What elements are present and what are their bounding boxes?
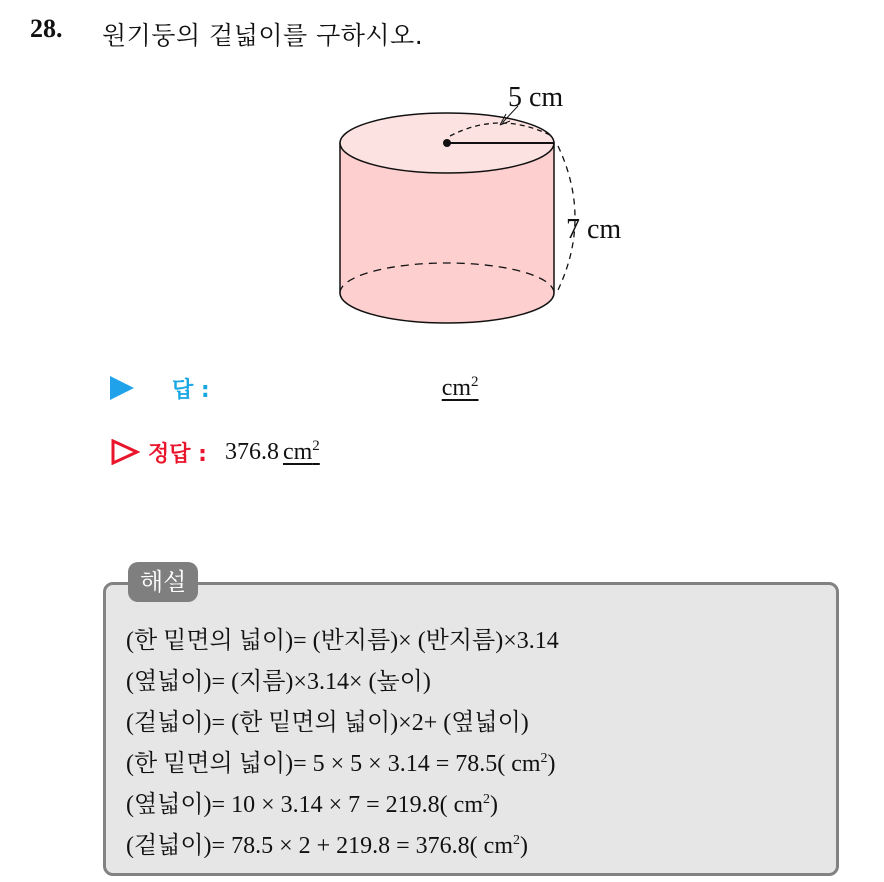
answer-label: 답 : bbox=[172, 377, 210, 403]
correct-answer-row bbox=[110, 432, 320, 472]
height-label: 7 cm bbox=[566, 214, 622, 245]
explanation-line: (겉넓이)= 78.5 × 2 + 219.8 = 376.8( $cm^2$) bbox=[126, 833, 528, 859]
play-triangle-icon bbox=[110, 376, 134, 400]
radius-label: 5 cm bbox=[508, 82, 564, 113]
question-text: 원기둥의 겉넓이를 구하시오. bbox=[102, 21, 424, 50]
outline-triangle-icon bbox=[110, 439, 140, 465]
question-number: 28. bbox=[30, 14, 63, 43]
explanation-tag: 해설 bbox=[128, 562, 198, 602]
explanation-line: (옆넓이)= 10 × 3.14 × 7 = 219.8( $cm^2$) bbox=[126, 792, 498, 818]
explanation-line: (옆넓이)= (지름)×3.14× (높이) bbox=[126, 669, 431, 695]
explanation-line: (겉넓이)= (한 밑면의 넓이)×2+ (옆넓이) bbox=[126, 710, 529, 736]
explanation-line: (한 밑면의 넓이)= 5 × 5 × 3.14 = 78.5( $cm^2$) bbox=[126, 751, 556, 777]
explanation-line: (한 밑면의 넓이)= (반지름)× (반지름)×3.14 bbox=[126, 628, 559, 654]
correct-answer-value: 376.8 bbox=[224, 438, 279, 465]
cylinder-figure bbox=[320, 78, 640, 338]
explanation-lines bbox=[126, 618, 559, 864]
correct-answer-unit: $cm^2$ bbox=[282, 438, 320, 465]
answer-row bbox=[110, 368, 479, 408]
answer-unit: $cm^2$ bbox=[441, 374, 479, 401]
correct-answer-label: 정답 : bbox=[148, 441, 207, 467]
center-point bbox=[443, 139, 451, 147]
